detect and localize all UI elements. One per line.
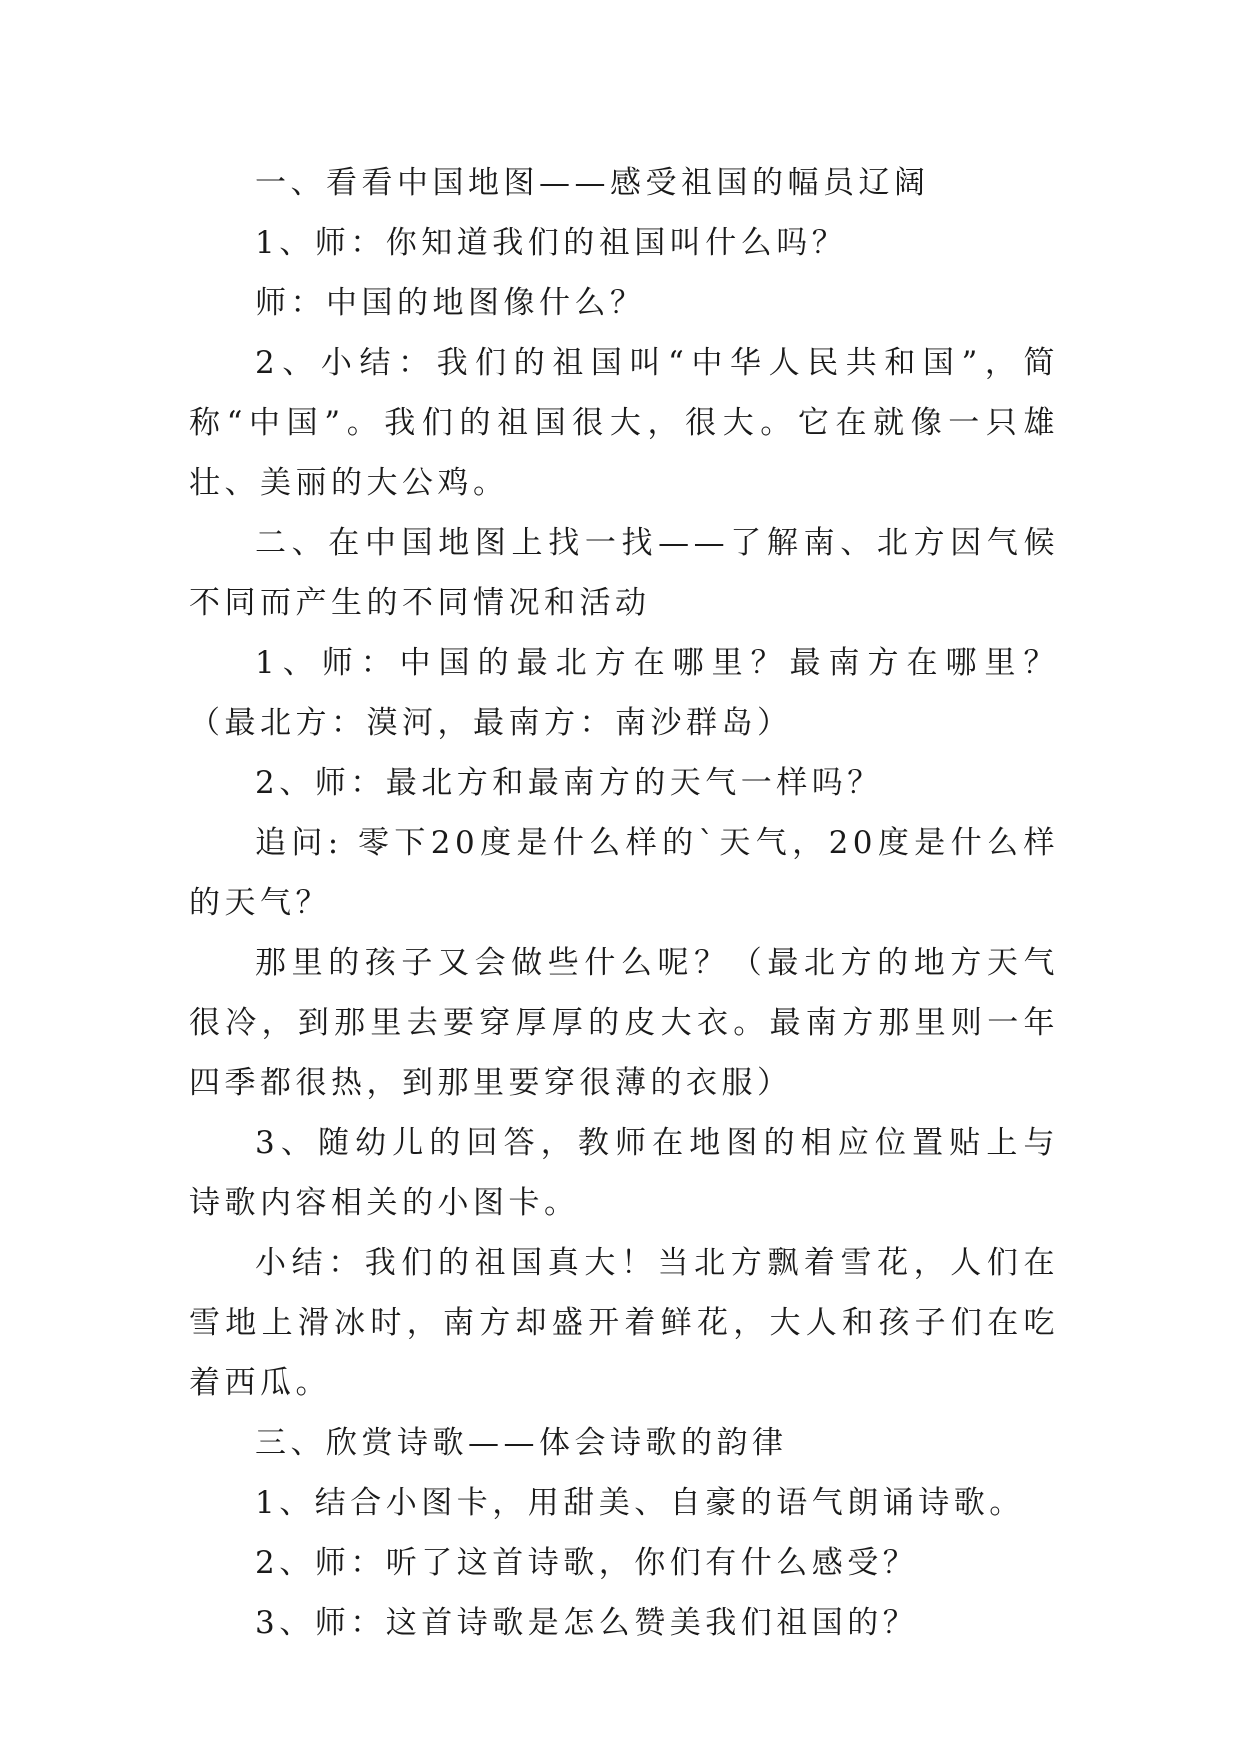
document-page xyxy=(189,153,1059,1653)
follow-up-paragraph: 追问: 零下20度是什么样的`天气，20度是什么样的天气？ xyxy=(189,825,1059,921)
section-heading-3: 三、欣赏诗歌——体会诗歌的韵律 xyxy=(255,1425,788,1461)
activity-paragraph: 3、随幼儿的回答，教师在地图的相应位置贴上与诗歌内容相关的小图卡。 xyxy=(189,1125,1059,1221)
section-heading-1: 一、看看中国地图——感受祖国的幅员辽阔 xyxy=(255,165,930,201)
answer-paragraph: 那里的孩子又会做些什么呢？（最北方的地方天气很冷，到那里去要穿厚厚的皮大衣。最南方那里则一年四季都很热，到那里要穿很薄的衣服） xyxy=(189,945,1059,1101)
section-heading-2: 二、在中国地图上找一找——了解南、北方因气候不同而产生的不同情况和活动 xyxy=(189,525,1059,621)
question-paragraph: 2、师：听了这首诗歌，你们有什么感受？ xyxy=(255,1545,919,1581)
summary-paragraph: 2、小结：我们的祖国叫“中华人民共和国”，简称“中国”。我们的祖国很大，很大。它在就像一只雄壮、美丽的大公鸡。 xyxy=(189,345,1059,501)
question-paragraph: 1、师：中国的最北方在哪里？最南方在哪里？（最北方：漠河，最南方：南沙群岛） xyxy=(189,645,1059,741)
question-paragraph: 3、师：这首诗歌是怎么赞美我们祖国的？ xyxy=(255,1605,919,1641)
summary-paragraph: 小结：我们的祖国真大！当北方飘着雪花，人们在雪地上滑冰时，南方却盛开着鲜花，大人和孩子们在吃着西瓜。 xyxy=(189,1245,1059,1401)
question-paragraph: 1、师：你知道我们的祖国叫什么吗？ xyxy=(255,225,848,261)
activity-paragraph: 1、结合小图卡，用甜美、自豪的语气朗诵诗歌。 xyxy=(255,1485,1025,1521)
question-paragraph: 2、师：最北方和最南方的天气一样吗？ xyxy=(255,765,883,801)
question-paragraph: 师：中国的地图像什么？ xyxy=(255,285,646,321)
